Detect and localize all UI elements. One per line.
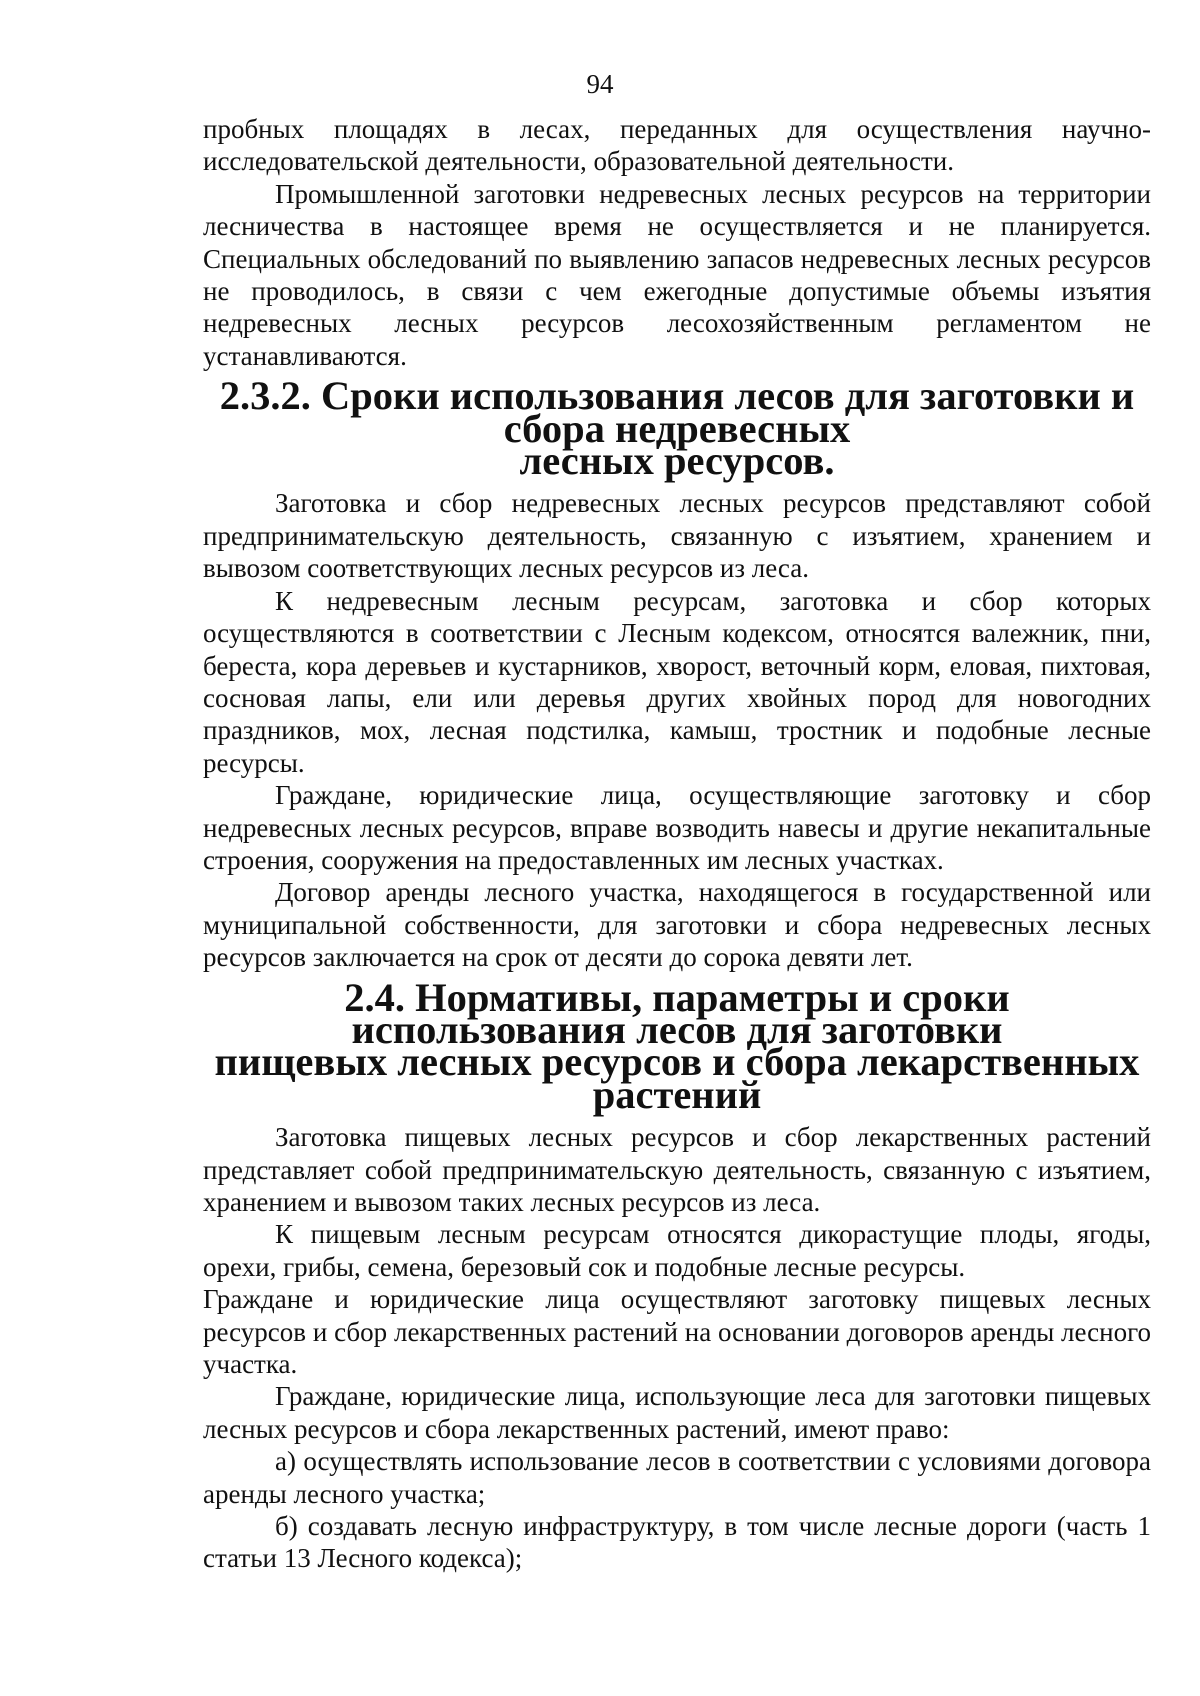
section-heading-2-4 [203,974,1151,1117]
page-content [203,113,1151,1575]
list-item-b: б) создавать лесную инфраструктуру, в том числе лесные дороги (часть 1 статьи 13 Лесного кодекса); [203,1511,1151,1574]
section-heading-2-3-2-line1: 2.3.2. Сроки использования лесов для заготовки и сбора недревесных [219,373,1135,451]
paragraph-food-resources-definition: Заготовка пищевых лесных ресурсов и сбор лекарственных растений представляет собой предпринимательскую деятельность, связанную с изъятием, хранением и вывозом таких лесных ресурсов из леса. [203,1122,1151,1217]
paragraph-food-resources-list: К пищевым лесным ресурсам относятся дикорастущие плоды, ягоды, орехи, грибы, семена, березовый сок и подобные лесные ресурсы. [203,1219,1151,1282]
paragraph-structures-rights: Граждане, юридические лица, осуществляющие заготовку и сбор недревесных лесных ресурсов, вправе возводить навесы и другие некапитальные строения, сооружения на предоставленных им лесных участках. [203,780,1151,875]
section-heading-2-3-2-line2: лесных ресурсов. [519,438,835,484]
section-heading-2-4-line1: 2.4. Нормативы, параметры и сроки использования лесов для заготовки [344,974,1010,1052]
list-item-a: а) осуществлять использование лесов в соответствии с условиями договора аренды лесного участка; [203,1446,1151,1509]
paragraph-harvest-definition: Заготовка и сбор недревесных лесных ресурсов представляют собой предпринимательскую деятельность, связанную с изъятием, хранением и вывозом соответствующих лесных ресурсов из леса. [203,488,1151,584]
paragraph-lease-term: Договор аренды лесного участка, находящегося в государственной или муниципальной собственности, для заготовки и сбора недревесных лесных ресурсов заключается на срок от десяти до сорока девяти лет. [203,877,1151,973]
section-heading-2-4-line2: пищевых лесных ресурсов и сбора лекарственных растений [214,1039,1140,1117]
paragraph-continuation: пробных площадях в лесах, переданных для осуществления научно-исследовательской деятельности, образовательной деятельности. [203,114,1151,177]
page-number: 94 [586,69,614,99]
paragraph-lease-basis: Граждане и юридические лица осуществляют заготовку пищевых лесных ресурсов и сбор лекарственных растений на основании договоров аренды лесного участка. [203,1284,1151,1380]
section-heading-2-3-2 [203,373,1151,484]
paragraph-non-timber-resources-list: К недревесным лесным ресурсам, заготовка и сбор которых осуществляются в соответствии с Лесным кодексом, относятся валежник, пни, береста, кора деревьев и кустарников, хворост, веточный корм, еловая, пихтовая, сосновая лапы, ели или деревья других хвойных пород для новогодних праздников, мох, лесная подстилка, камыш, тростник и подобные лесные ресурсы. [203,585,1151,778]
paragraph-industrial-harvesting: Промышленной заготовки недревесных лесных ресурсов на территории лесничества в настоящее время не осуществляется и не планируется. Специальных обследований по выявлению запасов недревесных лесных ресурсов не проводилось, в связи с чем ежегодные допустимые объемы изъятия недревесных лесных ресурсов лесохозяйственным регламентом не устанавливаются. [203,178,1151,371]
paragraph-rights-intro: Граждане, юридические лица, использующие леса для заготовки пищевых лесных ресурсов и сбора лекарственных растений, имеют право: [203,1381,1151,1444]
